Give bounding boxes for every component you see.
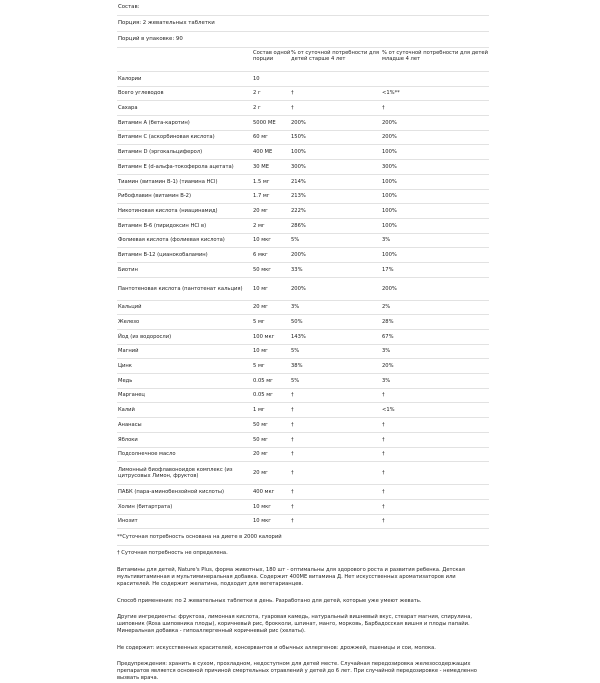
amount-per-serving: 5 мг xyxy=(253,363,265,370)
dv-younger-children: 20% xyxy=(382,363,394,370)
nutrient-name: Холин (битартрата) xyxy=(118,503,173,510)
table-row xyxy=(117,263,489,278)
other-ingredients: Другие ингредиенты: фруктоза, лимонная кислота, гуаровая камедь, натуральный вишневый вкус, стеарат магния, спирулина, шиповник (Rosa шиповника плоды), коричневый рис, брокколи, шпинат, манго, морковь, Барбадосская вишня и плоды папайи. Минеральная добавка - гипоаллергенный коричневый рис (хелаты). xyxy=(117,614,473,635)
table-row xyxy=(117,116,489,131)
nutrition-table-body xyxy=(117,72,489,529)
nutrient-name: Биотин xyxy=(118,266,138,273)
dv-older-children: † xyxy=(291,105,294,112)
dv-younger-children: † xyxy=(382,488,385,495)
nutrient-name: Подсолнечное масло xyxy=(118,451,176,458)
amount-per-serving: 0.05 мг xyxy=(253,377,273,384)
footnote-daily-value: **Суточная потребность основана на диете в 2000 калорий xyxy=(117,534,282,540)
dv-younger-children: 3% xyxy=(382,377,391,384)
dv-younger-children: 100% xyxy=(382,149,397,156)
table-row xyxy=(117,204,489,219)
dv-older-children: 5% xyxy=(291,377,300,384)
dv-younger-children: † xyxy=(382,392,385,399)
amount-per-serving: 10 мкг xyxy=(253,503,272,510)
dv-older-children: 150% xyxy=(291,134,306,141)
table-row xyxy=(117,330,489,345)
dv-older-children: 33% xyxy=(291,266,303,273)
table-row xyxy=(117,234,489,249)
dv-younger-children: 100% xyxy=(382,193,397,200)
dv-older-children: 200% xyxy=(291,251,306,258)
nutrient-name: Витамин В-6 (пиридоксин HCl в) xyxy=(118,222,207,229)
table-row xyxy=(117,160,489,175)
table-row xyxy=(117,248,489,263)
table-row xyxy=(117,374,489,389)
usage-instructions: Способ применения: по 2 жевательных таблетки в день. Разработано для детей, которые уже умеют жевать. xyxy=(117,598,422,604)
dv-younger-children: <1%** xyxy=(382,90,400,97)
dv-older-children: † xyxy=(291,90,294,97)
nutrient-name: Рибофлавин (витамин В-2) xyxy=(118,193,192,200)
footnote-not-established: † Суточная потребность не определена. xyxy=(117,545,489,561)
nutrient-name: Яблоки xyxy=(118,436,138,443)
dv-younger-children: 200% xyxy=(382,119,397,126)
dv-younger-children: 3% xyxy=(382,237,391,244)
amount-per-serving: 20 мг xyxy=(253,451,268,458)
table-row xyxy=(117,219,489,234)
dv-older-children: 214% xyxy=(291,178,306,185)
dv-younger-children: 200% xyxy=(382,134,397,141)
dv-younger-children: 300% xyxy=(382,163,397,170)
dv-older-children: 286% xyxy=(291,222,306,229)
serving-size: Порция: 2 жевательных таблетки xyxy=(117,16,489,32)
dv-older-children: 200% xyxy=(291,119,306,126)
amount-per-serving: 2 мг xyxy=(253,222,265,229)
amount-per-serving: 50 мг xyxy=(253,421,268,428)
table-row xyxy=(117,345,489,360)
amount-per-serving: 100 мкг xyxy=(253,333,275,340)
nutrient-name: Инозит xyxy=(118,518,138,525)
dv-younger-children: † xyxy=(382,436,385,443)
header-dv-older: % от суточной потребности для детей старше 4 лет xyxy=(291,50,379,63)
dv-older-children: † xyxy=(291,503,294,510)
nutrient-name: Всего углеводов xyxy=(118,90,164,97)
nutrient-name: Сахара xyxy=(118,105,138,112)
dv-younger-children: 17% xyxy=(382,266,394,273)
dv-younger-children: 100% xyxy=(382,251,397,258)
amount-per-serving: 0.05 мг xyxy=(253,392,273,399)
dv-older-children: 38% xyxy=(291,363,303,370)
dv-younger-children: † xyxy=(382,105,385,112)
nutrient-name: Никотиновая кислота (ниацинамид) xyxy=(118,207,218,214)
amount-per-serving: 2 г xyxy=(253,90,261,97)
amount-per-serving: 10 мг xyxy=(253,285,268,292)
amount-per-serving: 400 МЕ xyxy=(253,149,273,156)
table-row xyxy=(117,515,489,530)
table-row xyxy=(117,301,489,316)
dv-younger-children: 3% xyxy=(382,348,391,355)
nutrient-name: Витамин А (бета-каротин) xyxy=(118,119,190,126)
composition-document xyxy=(117,0,489,529)
table-row xyxy=(117,87,489,102)
table-row xyxy=(117,485,489,500)
dv-older-children: 5% xyxy=(291,348,300,355)
nutrient-name: Фолиевая кислота (фолиевая кислота) xyxy=(118,237,225,244)
amount-per-serving: 6 мкг xyxy=(253,251,268,258)
dv-older-children: 300% xyxy=(291,163,306,170)
dv-younger-children: † xyxy=(382,470,385,477)
dv-younger-children: † xyxy=(382,518,385,525)
servings-per-container: Порций в упаковке: 90 xyxy=(117,32,489,48)
dv-older-children: 50% xyxy=(291,319,303,326)
dv-older-children: 200% xyxy=(291,285,306,292)
nutrient-name: Тиамин (витамин В-1) (тиамина HCl) xyxy=(118,178,218,185)
footnotes xyxy=(117,530,489,561)
dv-younger-children: 67% xyxy=(382,333,394,340)
nutrient-name: Витамин Е (d-альфа-токоферола ацетата) xyxy=(118,163,234,170)
nutrient-name: Марганец xyxy=(118,392,145,399)
amount-per-serving: 10 мкг xyxy=(253,237,272,244)
dv-older-children: † xyxy=(291,392,294,399)
nutrient-name: Цинк xyxy=(118,363,132,370)
dv-younger-children: † xyxy=(382,451,385,458)
dv-older-children: † xyxy=(291,518,294,525)
dv-older-children: 222% xyxy=(291,207,306,214)
amount-per-serving: 1 мг xyxy=(253,407,265,414)
amount-per-serving: 50 мг xyxy=(253,436,268,443)
dv-older-children: † xyxy=(291,488,294,495)
table-row xyxy=(117,278,489,301)
dv-older-children: 3% xyxy=(291,304,300,311)
dv-older-children: 100% xyxy=(291,149,306,156)
dv-older-children: † xyxy=(291,421,294,428)
dv-older-children: 143% xyxy=(291,333,306,340)
dv-younger-children: 100% xyxy=(382,178,397,185)
table-row xyxy=(117,315,489,330)
dv-younger-children: 100% xyxy=(382,222,397,229)
table-row xyxy=(117,190,489,205)
table-row xyxy=(117,175,489,190)
dv-younger-children: † xyxy=(382,503,385,510)
dv-younger-children: 100% xyxy=(382,207,397,214)
amount-per-serving: 10 xyxy=(253,75,260,82)
nutrient-name: Медь xyxy=(118,377,133,384)
nutrient-name: Кальций xyxy=(118,304,142,311)
nutrient-name: Ананасы xyxy=(118,421,142,428)
amount-per-serving: 10 мкг xyxy=(253,518,272,525)
header-amount: Состав одной порции xyxy=(253,50,291,63)
amount-per-serving: 30 МЕ xyxy=(253,163,270,170)
amount-per-serving: 5 мг xyxy=(253,319,265,326)
free-from: Не содержит: искусственных красителей, консервантов и обычных аллергенов: дрожжей, пшеницы и сои, молока. xyxy=(117,645,436,651)
product-description: Витамины для детей, Nature's Plus, форма животных, 180 шт - оптимальны для здорового роста и развития ребенка. Детская мультивитаминная и мультиминеральная добавка. Содержит 400МЕ витамина Д. Нет искусственных ароматизаторов или красителей. Не содержит желатина, подходит для вегетарианцев. xyxy=(117,567,465,588)
nutrient-name: Витамин В-12 (цианокобаламин) xyxy=(118,251,208,258)
nutrient-name: Калории xyxy=(118,75,142,82)
dv-older-children: 213% xyxy=(291,193,306,200)
dv-younger-children: <1% xyxy=(382,407,395,414)
amount-per-serving: 20 мг xyxy=(253,207,268,214)
nutrient-name: Пантотеновая кислота (пантотенат кальция) xyxy=(118,285,243,292)
amount-per-serving: 20 мг xyxy=(253,470,268,477)
dv-younger-children: 28% xyxy=(382,319,394,326)
nutrient-name: Витамин С (аскорбиновая кислота) xyxy=(118,134,215,141)
dv-younger-children: 2% xyxy=(382,304,391,311)
nutrient-name: Железо xyxy=(118,319,140,326)
table-row xyxy=(117,145,489,160)
warnings: Предупреждения: хранить в сухом, прохладном, недоступном для детей месте. Случайная передозировка железосодержащих препаратов является основной причиной смертельных отравлений у детей до 6 лет. При случайной передозировке - немедленно вызвать врача. xyxy=(117,661,477,682)
table-row xyxy=(117,101,489,116)
amount-per-serving: 2 г xyxy=(253,105,261,112)
table-row xyxy=(117,72,489,87)
dv-older-children: † xyxy=(291,470,294,477)
amount-per-serving: 60 мг xyxy=(253,134,268,141)
table-row xyxy=(117,389,489,404)
table-row xyxy=(117,403,489,418)
nutrient-name: Магний xyxy=(118,348,139,355)
nutrient-name: ПАБК (пара-аминобензойной кислоты) xyxy=(118,488,224,495)
table-header xyxy=(117,48,489,72)
dv-younger-children: † xyxy=(382,421,385,428)
table-row xyxy=(117,448,489,463)
composition-heading: Состав: xyxy=(117,0,489,16)
table-row xyxy=(117,131,489,146)
amount-per-serving: 5000 МЕ xyxy=(253,119,276,126)
dv-older-children: † xyxy=(291,451,294,458)
nutrient-name: Витамин D (эргокальциферол) xyxy=(118,149,203,156)
header-name xyxy=(117,48,253,71)
table-row xyxy=(117,418,489,433)
nutrient-name: Йод (из водоросли) xyxy=(118,333,172,340)
amount-per-serving: 50 мкг xyxy=(253,266,272,273)
amount-per-serving: 1.5 мг xyxy=(253,178,270,185)
amount-per-serving: 20 мг xyxy=(253,304,268,311)
amount-per-serving: 1.7 мг xyxy=(253,193,270,200)
amount-per-serving: 10 мг xyxy=(253,348,268,355)
table-row xyxy=(117,500,489,515)
amount-per-serving: 400 мкг xyxy=(253,488,275,495)
nutrient-name: Лимонный биофлавоноидов комплекс (из цитрусовых Лимон, фруктов) xyxy=(118,466,233,480)
table-row xyxy=(117,462,489,485)
dv-older-children: 5% xyxy=(291,237,300,244)
header-dv-younger: % от суточной потребности для детей младше 4 лет xyxy=(382,50,488,63)
nutrient-name: Калий xyxy=(118,407,135,414)
dv-older-children: † xyxy=(291,407,294,414)
table-row xyxy=(117,359,489,374)
table-row xyxy=(117,433,489,448)
dv-younger-children: 200% xyxy=(382,285,397,292)
dv-older-children: † xyxy=(291,436,294,443)
